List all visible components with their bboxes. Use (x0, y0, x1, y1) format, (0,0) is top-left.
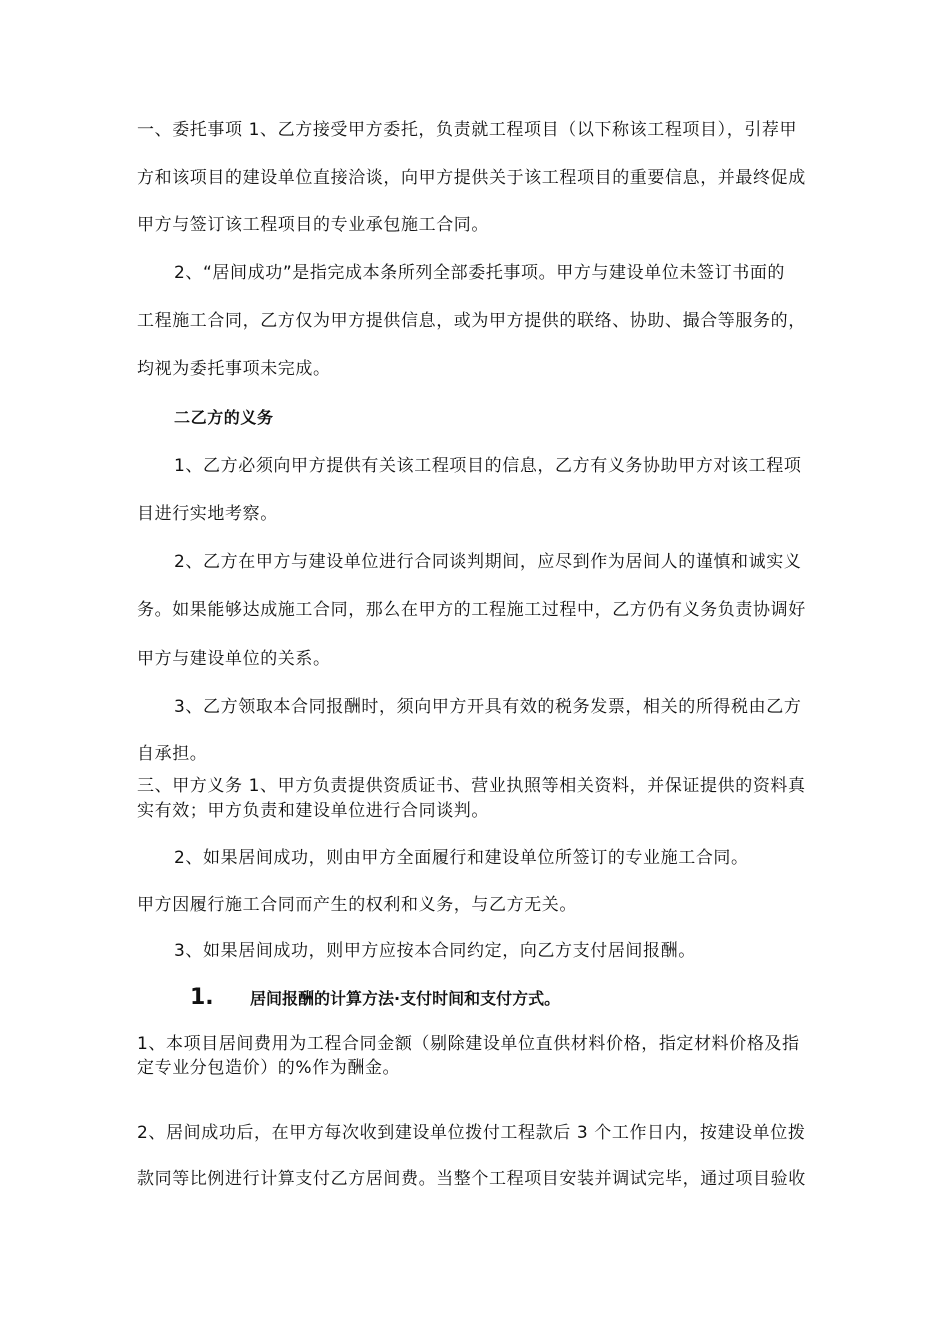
paragraph-line: 3、如果居间成功，则甲方应按本合同约定，向乙方支付居间报酬。 (174, 941, 696, 961)
paragraph-line: 方和该项目的建设单位直接洽谈，向甲方提供关于该工程项目的重要信息，并最终促成 (137, 168, 806, 188)
paragraph-line: 自承担。 (137, 744, 208, 764)
paragraph-line: 工程施工合同，乙方仅为甲方提供信息，或为甲方提供的联络、协助、撮合等服务的， (137, 311, 806, 331)
paragraph-line: 1、本项目居间费用为工程合同金额（剔除建设单位直供材料价格，指定材料价格及指 (137, 1034, 800, 1054)
paragraph-line: 甲方与签订该工程项目的专业承包施工合同。 (137, 215, 489, 235)
paragraph-line: 2、如果居间成功，则由甲方全面履行和建设单位所签订的专业施工合同。 (174, 848, 749, 868)
paragraph-line: 实有效；甲方负责和建设单位进行合同谈判。 (137, 801, 489, 821)
section-heading: 居间报酬的计算方法·支付时间和支付方式。 (250, 989, 561, 1008)
paragraph-line: 定专业分包造价）的%作为酬金。 (137, 1058, 401, 1078)
paragraph-line: 2、居间成功后，在甲方每次收到建设单位拨付工程款后 3 个工作日内，按建设单位拨 (137, 1123, 806, 1143)
paragraph-line: 甲方因履行施工合同而产生的权利和义务，与乙方无关。 (137, 895, 577, 915)
section-heading: 二乙方的义务 (174, 408, 274, 427)
paragraph-line: 一、委托事项 1、乙方接受甲方委托，负责就工程项目（以下称该工程项目），引荐甲 (137, 120, 798, 140)
paragraph-line: 2、乙方在甲方与建设单位进行合同谈判期间，应尽到作为居间人的谨慎和诚实义 (174, 552, 802, 572)
paragraph-line: 均视为委托事项未完成。 (137, 359, 331, 379)
paragraph-line: 款同等比例进行计算支付乙方居间费。当整个工程项目安装并调试完毕，通过项目验收 (137, 1169, 806, 1189)
paragraph-line: 务。如果能够达成施工合同，那么在甲方的工程施工过程中，乙方仍有义务负责协调好 (137, 600, 806, 620)
paragraph-line: 3、乙方领取本合同报酬时，须向甲方开具有效的税务发票，相关的所得税由乙方 (174, 697, 802, 717)
paragraph-line: 甲方与建设单位的关系。 (137, 649, 331, 669)
paragraph-line: 2、“居间成功”是指完成本条所列全部委托事项。甲方与建设单位未签订书面的 (174, 263, 786, 283)
paragraph-line: 1、乙方必须向甲方提供有关该工程项目的信息，乙方有义务协助甲方对该工程项 (174, 456, 802, 476)
section-number: 1. (190, 985, 214, 1010)
paragraph-line: 目进行实地考察。 (137, 504, 278, 524)
paragraph-line: 三、甲方义务 1、甲方负责提供资质证书、营业执照等相关资料，并保证提供的资料真 (137, 776, 806, 796)
